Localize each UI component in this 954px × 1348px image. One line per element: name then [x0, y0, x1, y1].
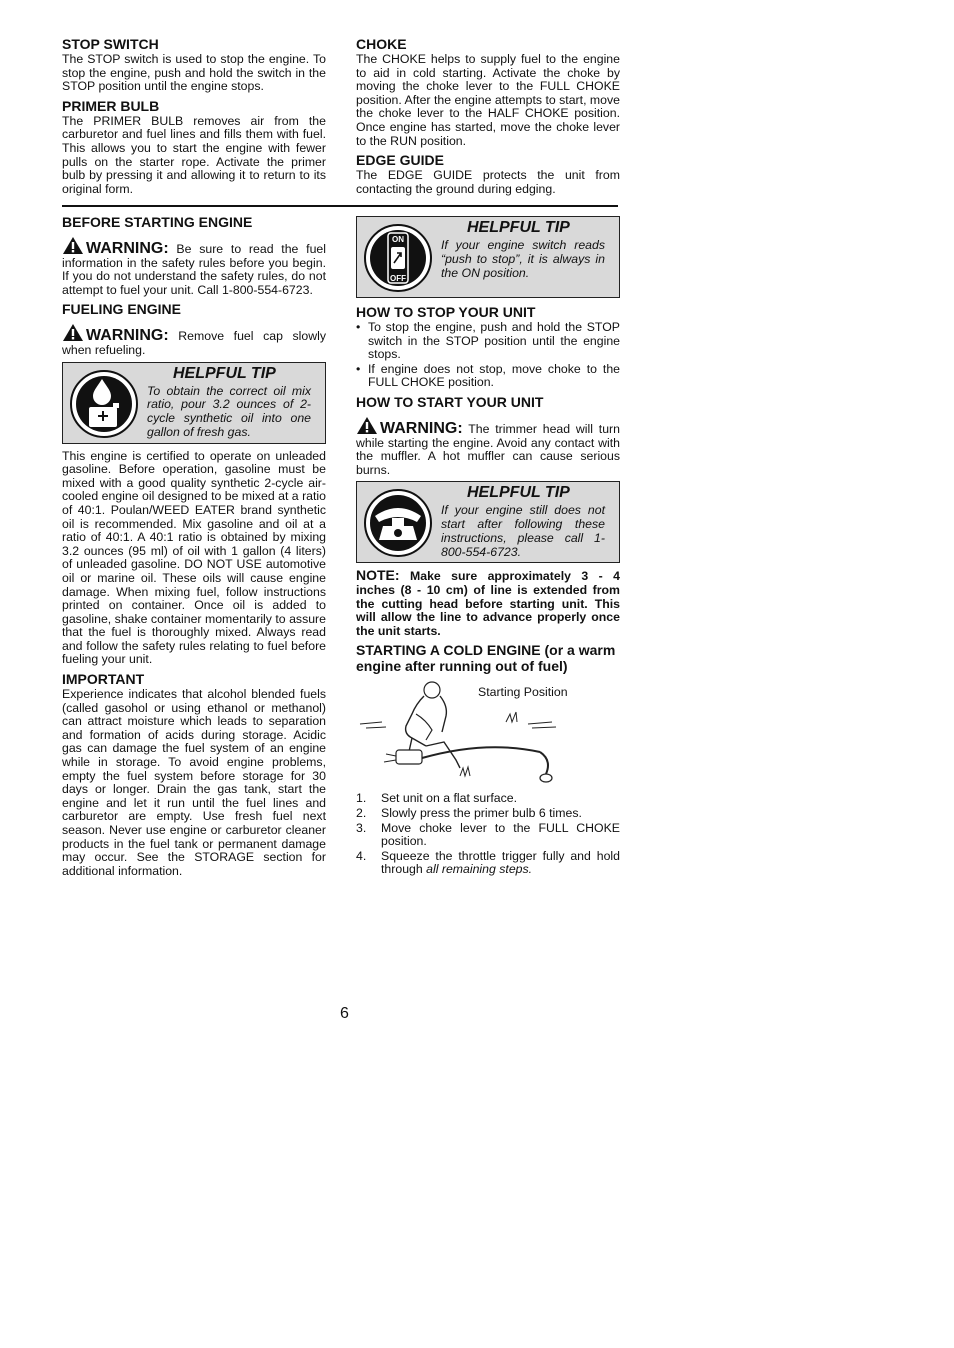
warning-label: WARNING:: [86, 327, 169, 345]
fueling-heading: FUELING ENGINE: [62, 301, 182, 318]
stop-switch-section: [62, 36, 326, 94]
oil-mix-tip-box: [62, 362, 326, 444]
edge-guide-body: The EDGE GUIDE protects the unit from contacting the ground during edging.: [356, 168, 620, 196]
right-column-top: [356, 36, 620, 200]
on-off-switch-icon: [361, 223, 435, 293]
warning-text: Remove fuel cap slowly when refueling.: [62, 329, 326, 357]
choke-body: The CHOKE helps to supply fuel to the engine to aid in cold starting. Activate the choke by moving the choke lever to the FULL CHOKE position. After the engine attempts to start, move the choke lever to the HALF CHOKE position. Once engine has started, move the choke lever to the RUN position.: [356, 52, 620, 148]
note-label: NOTE:: [356, 567, 400, 584]
warning-label: WARNING:: [380, 419, 463, 437]
step-text: Squeeze the throttle trigger fully and hold through: [381, 848, 620, 877]
list-item: • To stop the engine, push and hold the STOP switch in the STOP position until the engine stops.: [356, 321, 620, 362]
step-text: Set unit on a flat surface.: [381, 791, 518, 806]
switch-tip-box: [356, 216, 620, 298]
tip-title: HELPFUL TIP: [173, 364, 276, 382]
starting-position-figure: [356, 680, 620, 788]
important-heading: IMPORTANT: [62, 671, 145, 688]
tip-text: To obtain the correct oil mix ratio, pour 3.2 ounces of 2-cycle synthetic oil into one gallon of fresh gas.: [147, 383, 311, 439]
primer-bulb-heading: PRIMER BULB: [62, 97, 160, 114]
stop-switch-heading: STOP SWITCH: [62, 36, 159, 52]
primer-bulb-body: The PRIMER BULB removes air from the carburetor and fuel lines and fills them with fuel. This allows you to start the engine with fewer pulls on the starter rope. Activate the primer bulb by pressing it and allowing it to return to its original form.: [62, 113, 326, 196]
step-text: Move choke lever to the FULL CHOKE position.: [381, 820, 620, 849]
switch-off-text: OFF: [390, 274, 406, 283]
step-number: 3.: [356, 820, 367, 835]
choke-heading: CHOKE: [356, 36, 407, 52]
how-to-stop-list: [356, 321, 620, 390]
switch-on-text: ON: [392, 235, 404, 244]
call-tip-box: [356, 481, 620, 563]
line-length-note: [356, 569, 620, 638]
step-text: Slowly press the primer bulb 6 times.: [381, 805, 582, 820]
figure-caption: Starting Position: [478, 685, 568, 700]
fueling-warning: [62, 323, 326, 357]
stop-switch-body: The STOP switch is used to stop the engine. To stop the engine, push and hold the switch in the STOP position until the engine stops.: [62, 52, 326, 94]
how-to-start-warning: [356, 416, 620, 477]
tip-title: HELPFUL TIP: [467, 484, 570, 502]
step-number: 4.: [356, 848, 367, 863]
step-text-italic: all remaining steps.: [426, 862, 533, 877]
note-text: Make sure approximately 3 - 4 inches (8 - 10 cm) of line is extended from the cutting head before starting unit. This will allow the line to advance properly once the unit starts.: [356, 569, 621, 638]
list-item: [356, 822, 620, 849]
warning-text: The trimmer head will turn while starting the engine. Avoid any contact with the muffler. A hot muffler can cause serious burns.: [356, 421, 620, 477]
left-column-top: [62, 36, 326, 200]
important-body: Experience indicates that alcohol blended fuels (called gasohol or using ethanol or methanol) can attract moisture which leads to separation and formation of acids during storage. Acidic gas can damage the fuel system of an engine while in storage. To avoid engine problems, empty the fuel system before storage for 30 days or longer. Drain the gas tank, start the engine and let it run until the fuel lines and carburetor are empty. Use fresh fuel next season. Never use engine or carburetor cleaner products in the fuel tank or permanent damage may occur. See the STORAGE section for additional information.: [62, 687, 326, 878]
tip-title: HELPFUL TIP: [467, 219, 570, 236]
tip-text: If your engine still does not start after following these instructions, please call 1-800-554-6723.: [441, 503, 605, 559]
how-to-stop-heading: HOW TO STOP YOUR UNIT: [356, 304, 536, 320]
choke-section: [356, 36, 620, 148]
step-number: 2.: [356, 805, 367, 820]
warning-text: Be sure to read the fuel information in the safety rules before you begin. If you do not understand the safety rules, do not attempt to fuel your unit. Call 1-800-554-6723.: [62, 242, 326, 297]
right-column-bottom: [356, 214, 620, 878]
page-number: 6: [340, 1005, 349, 1022]
warning-triangle-icon: [356, 416, 378, 435]
before-starting-heading: BEFORE STARTING ENGINE: [62, 214, 253, 230]
step-number: 1.: [356, 791, 367, 806]
left-column-bottom: [62, 214, 326, 882]
list-item: [356, 807, 620, 821]
list-item: [356, 792, 620, 806]
warning-triangle-icon: [62, 323, 84, 342]
edge-guide-heading: EDGE GUIDE: [356, 152, 444, 169]
cold-start-steps: [356, 792, 620, 877]
list-item: • If engine does not stop, move choke to the FULL CHOKE position.: [356, 363, 620, 390]
cold-start-heading: STARTING A COLD ENGINE (or a warm engine after running out of fuel): [356, 642, 616, 675]
tip-text: If your engine switch reads “push to stop”, it is always in the ON position.: [441, 238, 605, 280]
fuel-can-icon: [67, 369, 141, 439]
warning-label: WARNING:: [86, 240, 169, 257]
warning-triangle-icon: [62, 236, 84, 255]
fueling-body: This engine is certified to operate on unleaded gasoline. Before operation, gasoline must be mixed with a good quality synthetic 2-cycle air-cooled engine oil designed to be mixed at a ratio of 40:1. Poulan/WEED EATER brand synthetic oil is recommended. Mix gasoline and oil at a ratio of 40:1. A 40:1 ratio is obtained by mixing 3.2 ounces (95 ml) of oil with 1 gallon (4 liters) of unleaded gasoline. DO NOT USE automotive oil or marine oil. These oils will cause engine damage. When mixing fuel, follow instructions printed on container. Once oil is added to gasoline, shake container momentarily to assure that the fuel is thoroughly mixed. Always read and follow the safety rules relating to fuel before fueling your unit.: [62, 448, 326, 667]
list-item: [356, 850, 620, 877]
telephone-icon: [361, 488, 435, 558]
section-divider: [62, 205, 618, 207]
before-starting-warning: [62, 236, 326, 297]
how-to-start-heading: HOW TO START YOUR UNIT: [356, 393, 544, 410]
primer-bulb-section: [62, 98, 326, 197]
edge-guide-section: [356, 152, 620, 196]
